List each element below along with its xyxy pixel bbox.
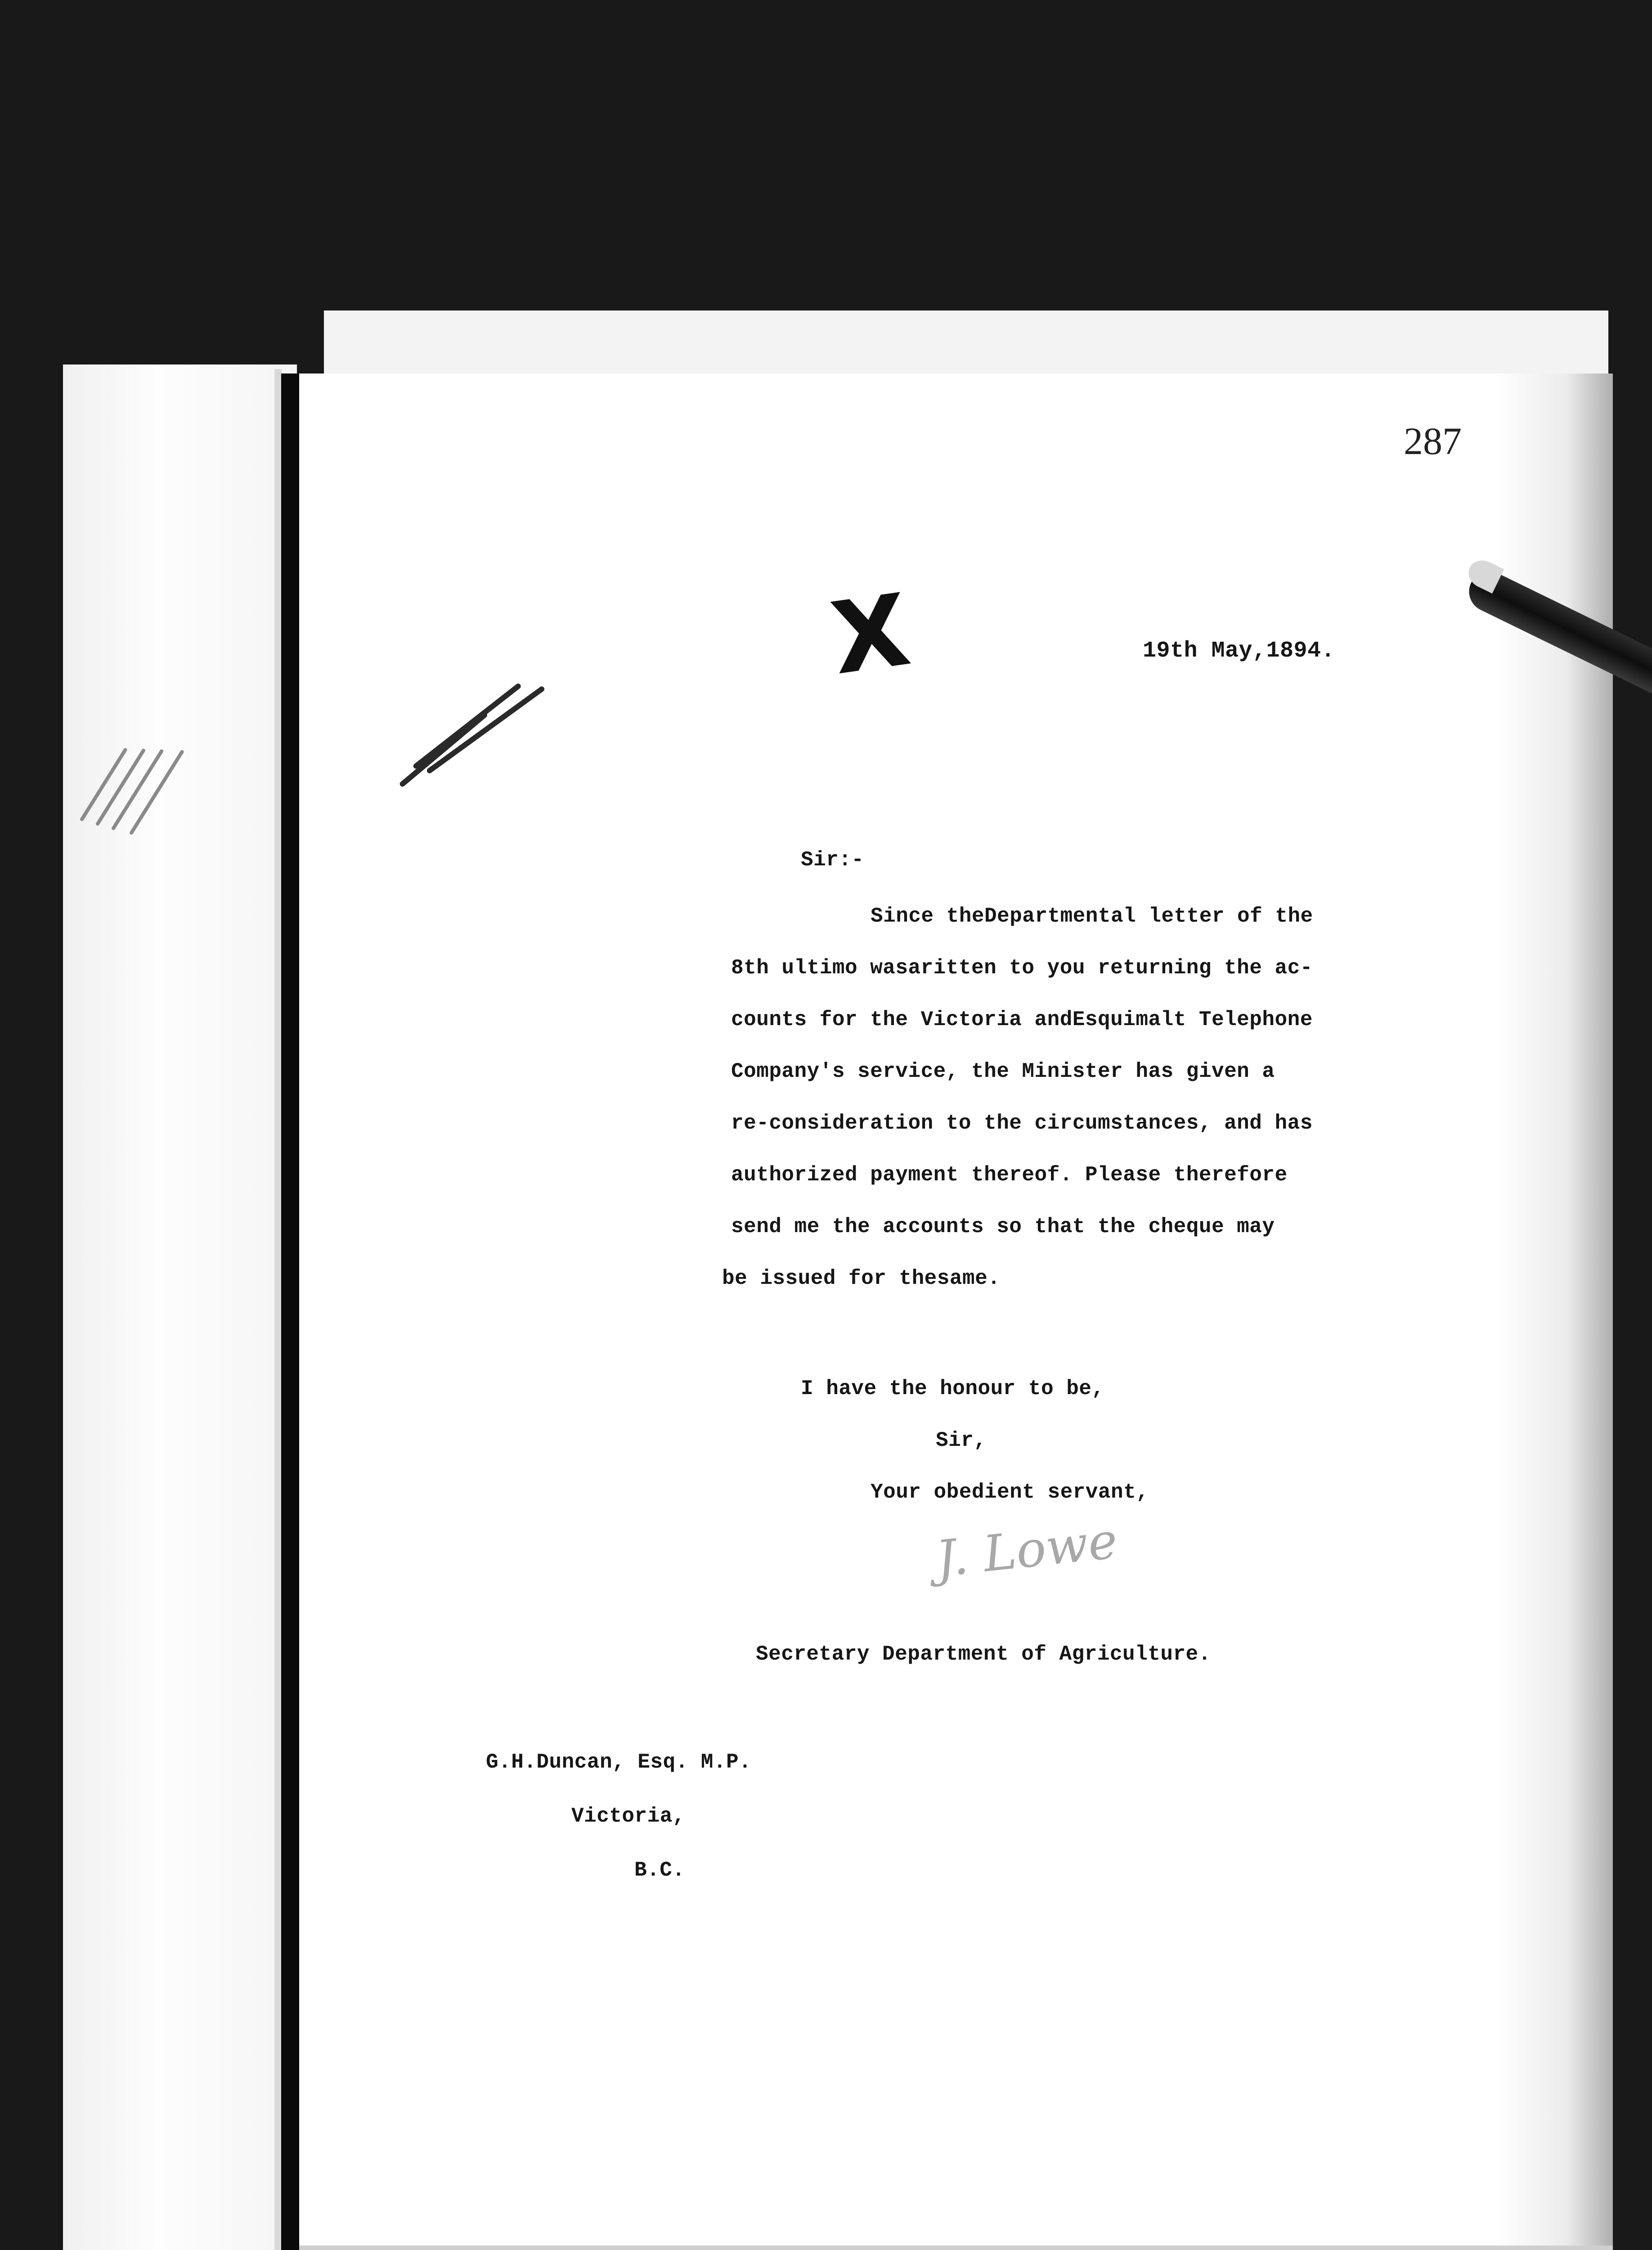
letter-date: 19th May,1894. xyxy=(1143,638,1335,664)
body-line: re-consideration to the circumstances, and has xyxy=(731,1112,1313,1135)
recipient-name: G.H.Duncan, Esq. M.P. xyxy=(486,1750,752,1774)
closing-line: I have the honour to be, xyxy=(801,1377,1104,1400)
body-line: 8th ultimo wasaritten to you returning the ac- xyxy=(731,956,1313,980)
body-line: counts for the Victoria andEsquimalt Telephone xyxy=(731,1008,1313,1031)
x-annotation-mark: X xyxy=(825,572,916,697)
body-line: Company's service, the Minister has given a xyxy=(731,1060,1275,1083)
closing-line: Sir, xyxy=(936,1429,987,1452)
body-line: authorized payment thereof. Please therefore xyxy=(731,1163,1288,1187)
letter-page xyxy=(299,374,1613,2250)
body-line: be issued for thesame. xyxy=(722,1267,1001,1290)
closing-line: Your obedient servant, xyxy=(871,1480,1149,1504)
signer-title: Secretary Department of Agriculture. xyxy=(756,1642,1211,1666)
page-bottom-edge xyxy=(299,2246,1613,2250)
page-number: 287 xyxy=(1404,419,1462,463)
signature: J. Lowe xyxy=(933,1512,1120,1588)
body-line: Since theDepartmental letter of the xyxy=(871,904,1313,928)
sheet-edge xyxy=(274,369,282,2250)
binding-spine xyxy=(281,374,299,2250)
body-line: send me the accounts so that the cheque may xyxy=(731,1215,1275,1238)
recipient-province: B.C. xyxy=(634,1858,685,1882)
salutation: Sir:- xyxy=(801,848,864,872)
recipient-city: Victoria, xyxy=(571,1804,685,1828)
page-top-edge xyxy=(324,310,1608,379)
underlying-sheet xyxy=(63,364,297,2250)
